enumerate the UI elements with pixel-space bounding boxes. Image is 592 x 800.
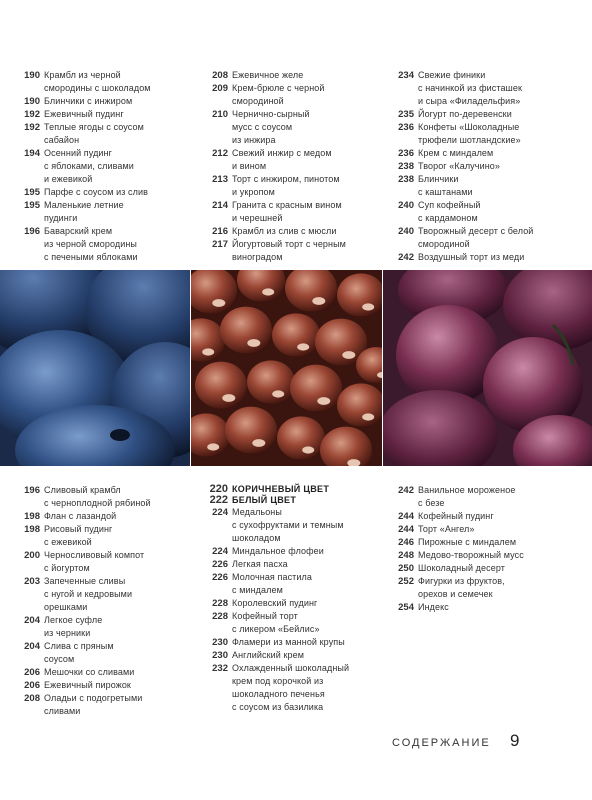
recipe-title: Ежевичное желе <box>232 70 304 80</box>
recipe-title: Маленькие летние пудинги <box>44 200 124 223</box>
recipe-title: Крем с миндалем <box>418 148 494 158</box>
toc-entry[interactable] <box>196 199 386 225</box>
recipe-title: Легкая пасха <box>232 559 288 569</box>
page-ref-number: 224 <box>212 507 228 518</box>
hazelnut-tip <box>362 303 374 310</box>
page-ref-number: 238 <box>398 161 414 172</box>
section-heading: КОРИЧНЕВЫЙ ЦВЕТ <box>232 484 330 494</box>
recipe-title: Миндальное флофеи <box>232 546 324 556</box>
page-ref-number: 235 <box>398 109 414 120</box>
page-ref-number: 210 <box>212 109 228 120</box>
recipe-title: Запеченные сливы с нугой и кедровыми орешками <box>44 576 133 612</box>
hazelnut <box>195 362 247 409</box>
recipe-title: Флан с лазандой <box>44 511 117 521</box>
toc-entry[interactable] <box>8 147 198 186</box>
page-ref-number: 242 <box>398 485 414 496</box>
toc-bottom-column-2 <box>196 484 386 714</box>
toc-entry[interactable] <box>196 506 386 545</box>
page-ref-number: 228 <box>212 598 228 609</box>
toc-entry[interactable] <box>196 558 386 571</box>
page-ref-number: 254 <box>398 602 414 613</box>
toc-entry[interactable] <box>382 199 592 225</box>
recipe-title: Конфеты «Шоколадные трюфели шотландские» <box>418 122 521 145</box>
toc-entry[interactable] <box>196 147 386 173</box>
page-ref-number: 240 <box>398 200 414 211</box>
hazelnut-tip <box>302 446 314 453</box>
page-ref-number: 209 <box>212 83 228 94</box>
recipe-title: Мешочки со сливами <box>44 667 135 677</box>
recipe-title: Воздушный торт из меди <box>418 252 525 262</box>
hazelnut-tip <box>262 288 274 295</box>
toc-entry[interactable] <box>382 484 592 510</box>
recipe-title: Оладьи с подогретыми сливами <box>44 693 143 716</box>
page-ref-number: 246 <box>398 537 414 548</box>
page-ref-number: 236 <box>398 148 414 159</box>
recipe-title: Черносливовый компот с йогуртом <box>44 550 145 573</box>
page-ref-number: 234 <box>398 70 414 81</box>
hazelnut <box>225 407 277 454</box>
recipe-title: Свежий инжир с медом и вином <box>232 148 332 171</box>
recipe-title: Кофейный торт с ликером «Бейлис» <box>232 611 320 634</box>
toc-entry[interactable] <box>8 549 198 575</box>
recipe-title: Блинчики с каштанами <box>418 174 473 197</box>
toc-entry[interactable] <box>382 510 592 523</box>
recipe-title: Рисовый пудинг с ежевикой <box>44 524 113 547</box>
page-ref-number: 208 <box>212 70 228 81</box>
page-ref-number: 200 <box>24 550 40 561</box>
page-ref-number: 195 <box>24 200 40 211</box>
page-ref-number: 214 <box>212 200 228 211</box>
hazelnut <box>247 360 295 403</box>
page-ref-number: 226 <box>212 572 228 583</box>
toc-entry[interactable] <box>196 82 386 108</box>
toc-entry[interactable] <box>382 536 592 549</box>
recipe-title: Индекс <box>418 602 449 612</box>
recipe-title: Королевский пудинг <box>232 598 318 608</box>
toc-entry[interactable] <box>382 601 592 614</box>
page-ref-number: 206 <box>24 667 40 678</box>
page-ref-number: 192 <box>24 109 40 120</box>
toc-top-column-1 <box>8 69 198 264</box>
toc-entry[interactable] <box>382 108 592 121</box>
recipe-title: Крем-брюле с черной смородиной <box>232 83 325 106</box>
toc-entry[interactable] <box>196 636 386 649</box>
toc-entry[interactable] <box>8 666 198 679</box>
page-ref-number: 194 <box>24 148 40 159</box>
toc-entry[interactable] <box>8 108 198 121</box>
page-ref-number: 208 <box>24 693 40 704</box>
toc-entry[interactable] <box>8 575 198 614</box>
toc-entry[interactable] <box>8 186 198 199</box>
toc-entry[interactable] <box>8 225 198 264</box>
page-ref-number: 248 <box>398 550 414 561</box>
page-ref-number: 198 <box>24 524 40 535</box>
toc-entry[interactable] <box>8 69 198 95</box>
recipe-title: Ежевичный пудинг <box>44 109 124 119</box>
toc-entry[interactable] <box>196 108 386 147</box>
hazelnut <box>220 307 272 354</box>
page-ref-number: 228 <box>212 611 228 622</box>
toc-entry[interactable] <box>8 510 198 523</box>
toc-entry[interactable] <box>196 238 386 264</box>
page-ref-number: 244 <box>398 511 414 522</box>
page-ref-number: 226 <box>212 559 228 570</box>
recipe-title: Слива с пряным соусом <box>44 641 114 664</box>
hazelnut <box>272 313 320 356</box>
page-ref-number: 216 <box>212 226 228 237</box>
toc-entry[interactable] <box>382 121 592 147</box>
recipe-title: Кофейный пудинг <box>418 511 494 521</box>
recipe-title: Шоколадный десерт <box>418 563 505 573</box>
recipe-title: Теплые ягоды с соусом сабайон <box>44 122 144 145</box>
toc-top-column-3 <box>382 69 592 264</box>
recipe-title: Блинчики с инжиром <box>44 96 133 106</box>
recipe-title: Английский крем <box>232 650 304 660</box>
page-ref-number: 204 <box>24 615 40 626</box>
page-ref-number: 196 <box>24 485 40 496</box>
recipe-title: Молочная пастила с миндалем <box>232 572 312 595</box>
toc-entry[interactable] <box>8 640 198 666</box>
toc-entry[interactable] <box>382 575 592 601</box>
recipe-title: Творожный десерт с белой смородиной <box>418 226 534 249</box>
page-number: 9 <box>510 731 520 750</box>
toc-bottom-column-1 <box>8 484 198 718</box>
page-ref-number: 217 <box>212 239 228 250</box>
recipe-title: Крамбл из слив с мюсли <box>232 226 337 236</box>
hazelnut-tip <box>312 297 325 305</box>
hazelnut-tip <box>272 390 284 397</box>
recipe-title: Медальоны с сухофруктами и темным шоколадом <box>232 507 344 543</box>
toc-entry[interactable] <box>8 614 198 640</box>
page-ref-number: 190 <box>24 70 40 81</box>
recipe-title: Гранита с красным вином и черешней <box>232 200 342 223</box>
toc-entry[interactable] <box>382 225 592 251</box>
toc-entry[interactable] <box>382 523 592 536</box>
recipe-title: Легкое суфле из черники <box>44 615 103 638</box>
page-ref-number: 198 <box>24 511 40 522</box>
recipe-title: Ежевичный пирожок <box>44 680 131 690</box>
hazelnut-tip <box>212 299 225 307</box>
page-ref-number: 230 <box>212 650 228 661</box>
page-ref-number: 190 <box>24 96 40 107</box>
toc-entry[interactable] <box>196 571 386 597</box>
recipe-title: Фламери из манной крупы <box>232 637 345 647</box>
toc-entry[interactable] <box>196 649 386 662</box>
page-ref-number: 242 <box>398 252 414 263</box>
toc-entry[interactable] <box>196 495 386 506</box>
footer-section-title: СОДЕРЖАНИЕ <box>392 737 491 749</box>
photo-purple-plums <box>383 270 592 466</box>
page-ref-number: 220 <box>209 483 228 495</box>
hazelnut <box>277 416 325 459</box>
toc-entry[interactable] <box>8 484 198 510</box>
page-ref-number: 236 <box>398 122 414 133</box>
hazelnut-tip <box>247 339 260 347</box>
toc-top-column-2 <box>196 69 386 264</box>
page-ref-number: 195 <box>24 187 40 198</box>
toc-entry[interactable] <box>382 69 592 108</box>
page-ref-number: 192 <box>24 122 40 133</box>
page-ref-number: 224 <box>212 546 228 557</box>
page-ref-number: 204 <box>24 641 40 652</box>
recipe-title: Йогуртовый торт с черным виноградом <box>232 239 346 262</box>
recipe-title: Баварский крем из черной смородины с печеными яблоками <box>44 226 138 262</box>
recipe-title: Медово-творожный мусс <box>418 550 524 560</box>
page-ref-number: 238 <box>398 174 414 185</box>
recipe-title: Сливовый крамбл с черноплодной рябиной <box>44 485 151 508</box>
recipe-title: Творог «Калучино» <box>418 161 500 171</box>
toc-entry[interactable] <box>196 69 386 82</box>
recipe-title: Охлажденный шоколадный крем под корочкой из шоколадного печенья с соусом из базилика <box>232 663 350 712</box>
recipe-title: Ванильное мороженое с безе <box>418 485 516 508</box>
toc-entry[interactable] <box>382 173 592 199</box>
recipe-title: Пирожные с миндалем <box>418 537 517 547</box>
page-ref-number: 206 <box>24 680 40 691</box>
page-ref-number: 196 <box>24 226 40 237</box>
toc-entry[interactable] <box>196 545 386 558</box>
toc-entry[interactable] <box>8 199 198 225</box>
recipe-title: Фигурки из фруктов, орехов и семечек <box>418 576 505 599</box>
recipe-title: Свежие финики с начинкой из фисташек и сыра «Филадельфия» <box>418 70 523 106</box>
toc-entry[interactable] <box>8 692 198 718</box>
toc-entry[interactable] <box>382 160 592 173</box>
page-ref-number: 252 <box>398 576 414 587</box>
hazelnut-tip <box>252 439 265 447</box>
toc-entry[interactable] <box>8 679 198 692</box>
recipe-title: Парфе с соусом из слив <box>44 187 149 197</box>
page-ref-number: 213 <box>212 174 228 185</box>
hazelnut-tip <box>342 351 355 359</box>
page-ref-number: 244 <box>398 524 414 535</box>
page-ref-number: 230 <box>212 637 228 648</box>
recipe-title: Йогурт по-деревенски <box>418 109 512 119</box>
toc-entry[interactable] <box>196 597 386 610</box>
toc-entry[interactable] <box>382 251 592 264</box>
toc-entry[interactable] <box>382 147 592 160</box>
toc-entry[interactable] <box>196 662 386 714</box>
page-ref-number: 203 <box>24 576 40 587</box>
section-heading: БЕЛЫЙ ЦВЕТ <box>232 495 297 505</box>
hazelnut-tip <box>202 348 214 355</box>
page-ref-number: 240 <box>398 226 414 237</box>
hazelnut-tip <box>207 443 219 450</box>
toc-entry[interactable] <box>196 173 386 199</box>
page-ref-number: 232 <box>212 663 228 674</box>
toc-entry[interactable] <box>8 121 198 147</box>
recipe-title: Суп кофейный с кардамоном <box>418 200 481 223</box>
page-ref-number: 212 <box>212 148 228 159</box>
recipe-title: Чернично-сырный мусс с соусом из инжира <box>232 109 310 145</box>
toc-entry[interactable] <box>196 610 386 636</box>
hazelnut <box>290 365 342 412</box>
page-ref-number: 250 <box>398 563 414 574</box>
toc-entry[interactable] <box>8 95 198 108</box>
hazelnut-tip <box>222 394 235 402</box>
hazelnut-tip <box>317 397 330 405</box>
photo-hazelnuts <box>191 270 382 466</box>
hazelnut-tip <box>362 413 374 420</box>
recipe-title: Осенний пудинг с яблоками, сливами и ежевикой <box>44 148 134 184</box>
toc-entry[interactable] <box>382 549 592 562</box>
hazelnut-tip <box>297 343 309 350</box>
page-ref-number: 222 <box>209 494 228 506</box>
toc-entry[interactable] <box>382 562 592 575</box>
recipe-title: Торт «Ангел» <box>418 524 475 534</box>
photo-blue-plums <box>0 270 190 466</box>
toc-bottom-column-3 <box>382 484 592 614</box>
recipe-title: Торт с инжиром, пинотом и укропом <box>232 174 340 197</box>
recipe-title: Крамбл из черной смородины с шоколадом <box>44 70 151 93</box>
toc-entry[interactable] <box>196 225 386 238</box>
toc-entry[interactable] <box>8 523 198 549</box>
